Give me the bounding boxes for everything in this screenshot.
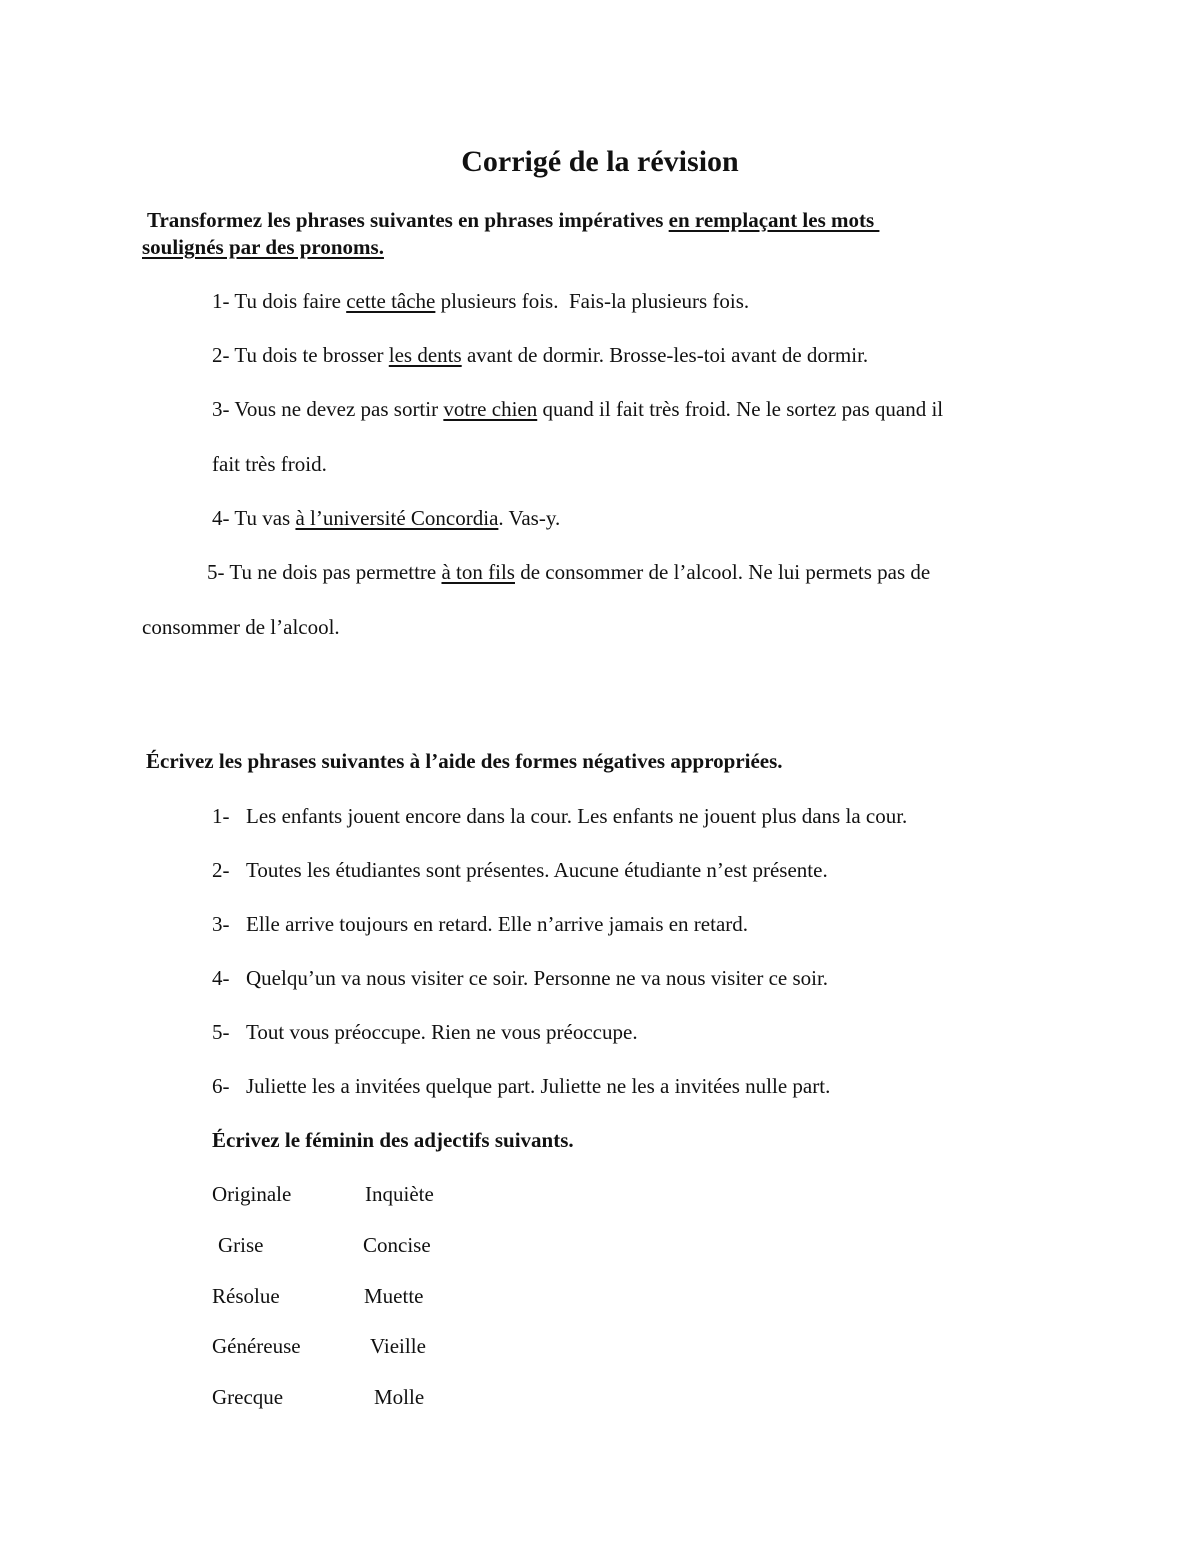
adjective-left: Grise — [218, 1233, 264, 1257]
section3-instruction: Écrivez le féminin des adjectifs suivants. — [212, 1128, 574, 1152]
item-underlined-words: cette tâche — [346, 289, 436, 313]
item-text: 2- Tu dois te brosser — [212, 343, 389, 367]
section1-instruction-text: Transformez les phrases suivantes en phrases impératives — [147, 208, 669, 232]
item-answer: quand il fait très froid. Ne le sortez pas quand il — [537, 397, 944, 421]
item-underlined-words: à ton fils — [441, 560, 515, 584]
section1-instruction-line1 — [147, 206, 879, 234]
section2-instruction: Écrivez les phrases suivantes à l’aide des formes négatives appropriées. — [146, 749, 783, 773]
item-underlined-words: à l’université Concordia — [295, 506, 499, 530]
section2-item-1 — [212, 802, 907, 830]
section1-item-4 — [212, 504, 560, 532]
adjective-right: Vieille — [370, 1334, 426, 1358]
adjective-right: Muette — [364, 1284, 424, 1308]
item-text: 5- Tu ne dois pas permettre — [207, 560, 442, 584]
section2-item-3 — [212, 910, 748, 938]
adjective-left: Généreuse — [212, 1334, 301, 1358]
item-answer: plusieurs fois. Fais-la plusieurs fois. — [435, 289, 750, 313]
adjective-left: Originale — [212, 1182, 292, 1206]
section2-item-2 — [212, 856, 828, 884]
adjective-left: Résolue — [212, 1284, 280, 1308]
item-answer: . Vas-y. — [498, 506, 561, 530]
item-text: 1- Tu dois faire — [212, 289, 347, 313]
adjective-right: Inquiète — [365, 1182, 434, 1206]
item-underlined-words: les dents — [388, 343, 462, 367]
item-text: Tout vous préoccupe. Rien ne vous préoccupe. — [246, 1020, 638, 1044]
item-text: Toutes les étudiantes sont présentes. Aucune étudiante n’est présente. — [246, 858, 828, 882]
section1-instruction-line2: soulignés par des pronoms. — [142, 235, 384, 259]
item-number: 4- — [212, 966, 230, 990]
section2-item-5 — [212, 1018, 638, 1046]
item-text: Juliette les a invitées quelque part. Juliette ne les a invitées nulle part. — [246, 1074, 831, 1098]
adjective-left: Grecque — [212, 1385, 284, 1409]
section1-item-2 — [212, 341, 868, 369]
adjective-right: Molle — [374, 1385, 425, 1409]
item-text: Les enfants jouent encore dans la cour. Les enfants ne jouent plus dans la cour. — [246, 804, 908, 828]
section2-item-6 — [212, 1072, 830, 1100]
item-underlined-words: votre chien — [443, 397, 538, 421]
section1-item-1 — [212, 287, 749, 315]
section1-item-5 — [207, 558, 930, 586]
item-number: 3- — [212, 912, 230, 936]
item-number: 1- — [212, 804, 230, 828]
item-text: 3- Vous ne devez pas sortir — [212, 397, 444, 421]
section1-item-3 — [212, 395, 943, 423]
section1-instruction-underlined: en remplaçant les mots — [668, 208, 880, 232]
item-number: 2- — [212, 858, 230, 882]
item-number: 5- — [212, 1020, 230, 1044]
page-title: Corrigé de la révision — [461, 145, 739, 178]
item-answer: avant de dormir. Brosse-les-toi avant de dormir. — [461, 343, 869, 367]
adjective-right: Concise — [363, 1233, 431, 1257]
item-text: 4- Tu vas — [212, 506, 296, 530]
item-text: Quelqu’un va nous visiter ce soir. Personne ne va nous visiter ce soir. — [246, 966, 829, 990]
section2-item-4 — [212, 964, 828, 992]
section1-item-5-continuation: consommer de l’alcool. — [142, 615, 340, 639]
item-text: Elle arrive toujours en retard. Elle n’arrive jamais en retard. — [246, 912, 749, 936]
item-answer: de consommer de l’alcool. Ne lui permets pas de — [514, 560, 931, 584]
section1-item-3-continuation: fait très froid. — [212, 452, 327, 476]
item-number: 6- — [212, 1074, 230, 1098]
